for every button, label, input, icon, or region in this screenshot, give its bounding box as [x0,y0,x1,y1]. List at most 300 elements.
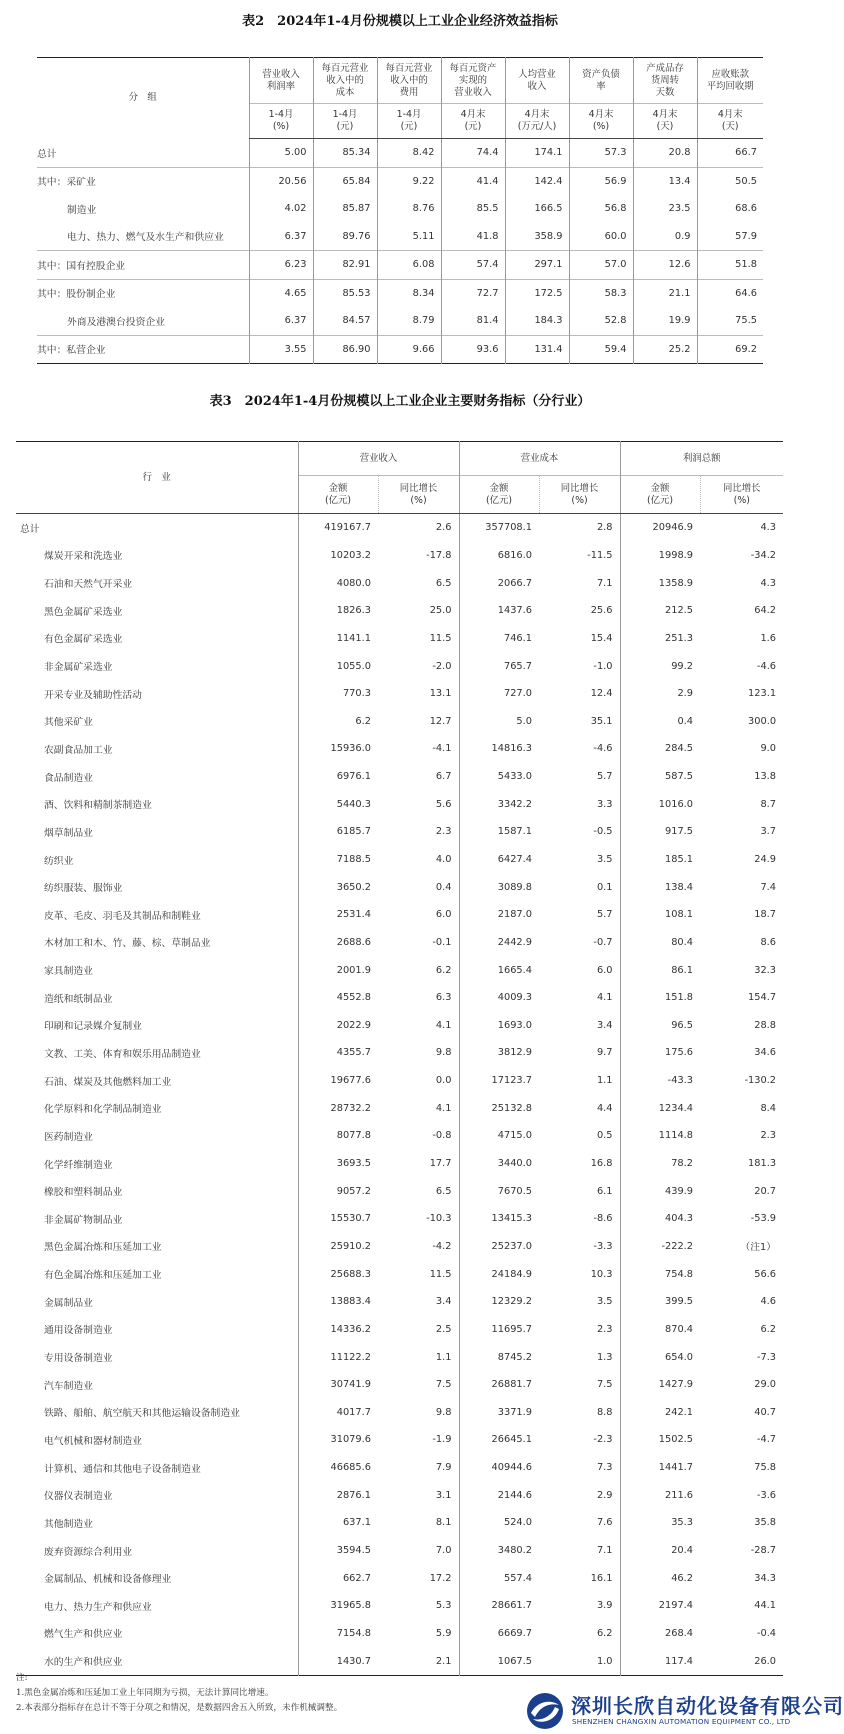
table-cell: 25237.0 [459,1233,539,1261]
table-cell: 297.1 [505,251,569,280]
table-cell: 30741.9 [298,1371,378,1399]
table-cell: 20.4 [620,1537,700,1565]
table-cell: 1.0 [596,1655,613,1667]
table-cell: 6.5 [435,1185,452,1197]
table-cell: 11695.7 [459,1316,539,1344]
row-label: 专用设备制造业 [44,1353,113,1365]
table-cell: 754.8 [620,1260,700,1288]
table-cell: 3.4 [596,1019,613,1031]
table-cell: 1437.6 [459,597,539,625]
table-row [16,1592,783,1620]
row-label: 其中：采矿业 [37,167,249,195]
table-cell: 13415.3 [459,1205,539,1233]
table-row [16,790,783,818]
table-cell: 142.4 [505,167,569,195]
table-cell: 40.7 [754,1406,777,1418]
table-row [16,1150,783,1178]
table-cell: 26645.1 [459,1426,539,1454]
table-cell: 16.1 [590,1572,613,1584]
table3-amount-header: 金额 (亿元) [620,476,700,514]
row-label: 总计 [20,523,40,535]
table-cell: 1587.1 [459,818,539,846]
table-cell: 4.02 [249,195,313,223]
table-row [16,1316,783,1344]
row-label: 烟草制品业 [44,827,93,839]
table-cell: 1693.0 [459,1012,539,1040]
row-label: 金属制品、机械和设备修理业 [44,1574,172,1586]
table-cell: 1016.0 [620,790,700,818]
table-cell: 8.79 [377,307,441,335]
table-cell: 66.7 [697,139,763,168]
table-cell: 2001.9 [298,956,378,984]
table-cell: 765.7 [459,652,539,680]
table-cell: 1055.0 [298,652,378,680]
table-cell: 439.9 [620,1177,700,1205]
table-cell: 2442.9 [459,929,539,957]
table-cell: -3.3 [593,1240,613,1252]
table-cell: 5.6 [435,798,452,810]
table3-group-header: 营业成本 [459,442,620,476]
row-label: 总计 [37,148,57,160]
table-cell: 746.1 [459,625,539,653]
row-label: 化学纤维制造业 [44,1159,113,1171]
table-cell: 0.1 [596,881,613,893]
table-cell: 1.6 [760,632,777,644]
table-cell: 8.6 [760,936,777,948]
table-cell: 14336.2 [298,1316,378,1344]
table-cell: 166.5 [505,195,569,223]
table-cell: 2531.4 [298,901,378,929]
table-cell: 6976.1 [298,763,378,791]
table-cell: 57.9 [697,223,763,251]
table-cell: 2187.0 [459,901,539,929]
table-cell: 587.5 [620,763,700,791]
row-label: 金属制品业 [44,1297,93,1309]
table-cell: 1114.8 [620,1122,700,1150]
table-cell: -222.2 [620,1233,700,1261]
table-cell: 4009.3 [459,984,539,1012]
table-cell: 654.0 [620,1343,700,1371]
table2-title: 表2 2024年1-4月份规模以上工业企业经济效益指标 [242,14,558,29]
table-cell: 44.1 [754,1600,777,1612]
table-cell: 65.84 [313,167,377,195]
table-cell: 4355.7 [298,1039,378,1067]
row-label: 印刷和记录媒介复制业 [44,1021,142,1033]
table-cell: 358.9 [505,223,569,251]
table-cell: 0.5 [596,1130,613,1142]
table-cell: 25132.8 [459,1094,539,1122]
table-cell: -4.2 [432,1240,452,1252]
row-label: 家具制造业 [44,966,93,978]
table-cell: 3440.0 [459,1150,539,1178]
table-cell: 20.7 [754,1185,777,1197]
table-row [16,1039,783,1067]
table2-column-header: 每百元营业 收入中的 成本 [313,58,377,104]
table-cell: 6.37 [249,223,313,251]
table3-amount-header: 金额 (亿元) [298,476,378,514]
row-label: 皮革、毛皮、羽毛及其制品和制鞋业 [44,910,201,922]
table-cell: 26881.7 [459,1371,539,1399]
table-cell: 13.1 [429,688,452,700]
table-cell: 154.7 [748,992,777,1004]
row-label: 其中：私营企业 [37,335,249,364]
table-cell: 28661.7 [459,1592,539,1620]
table-row [16,1564,783,1592]
table-row [37,251,763,280]
table-cell: 20946.9 [620,514,700,542]
table-cell: -11.5 [587,549,613,561]
table-cell: 64.6 [697,279,763,307]
table-cell: 19677.6 [298,1067,378,1095]
table-cell: 8.42 [377,139,441,168]
table-cell: 6.2 [298,707,378,735]
table-cell: 3650.2 [298,873,378,901]
table-cell: 56.6 [754,1268,777,1280]
table-cell: 69.2 [697,335,763,364]
table-cell: 34.3 [754,1572,777,1584]
company-logo [525,1687,844,1734]
table-cell: 46.2 [620,1564,700,1592]
table-cell: 242.1 [620,1399,700,1427]
table-cell: 6.3 [435,992,452,1004]
table2-column-period: 4月末 (天) [697,104,763,139]
table-cell: 184.3 [505,307,569,335]
table-cell: -4.1 [432,743,452,755]
table-cell: 8.4 [760,1102,777,1114]
table-cell: 1.1 [596,1075,613,1087]
table-row [16,1233,783,1261]
table-cell: 7.3 [596,1462,613,1474]
table3-title: 表3 2024年1-4月份规模以上工业企业主要财务指标（分行业） [209,394,591,409]
row-label: 电力、热力生产和供应业 [44,1601,152,1613]
table-cell: 20.8 [633,139,697,168]
table-cell: 4.6 [760,1296,777,1308]
table-cell: -10.3 [426,1213,452,1225]
table-cell: 0.4 [620,707,700,735]
row-label: 外商及港澳台投资企业 [67,316,165,328]
table2-column-header: 产成品存 货周转 天数 [633,58,697,104]
table-cell: 57.3 [569,139,633,168]
table-cell: -17.8 [426,549,452,561]
table-row [16,956,783,984]
table-cell: -1.9 [432,1434,452,1446]
table-cell: 3812.9 [459,1039,539,1067]
table-cell: -1.0 [593,660,613,672]
table-row [37,139,763,168]
table-cell: 85.53 [313,279,377,307]
table-cell: 131.4 [505,335,569,364]
table-row [16,1288,783,1316]
table-cell: 6669.7 [459,1620,539,1648]
table-cell: 6185.7 [298,818,378,846]
table-row [16,735,783,763]
table-row [16,763,783,791]
table-cell: 6.0 [596,964,613,976]
table-cell: 419167.7 [298,514,378,542]
table-cell: 9.22 [377,167,441,195]
table-cell: 12.6 [633,251,697,280]
table-cell: 7154.8 [298,1620,378,1648]
table-cell: 4.65 [249,279,313,307]
table-cell: 25688.3 [298,1260,378,1288]
table-cell: 7188.5 [298,846,378,874]
table-row [16,1260,783,1288]
table-cell: 32.3 [754,964,777,976]
table-cell: 5440.3 [298,790,378,818]
table-row [16,707,783,735]
table-cell: 0.4 [435,881,452,893]
table-cell: 11.5 [429,632,452,644]
row-label: 非金属矿物制品业 [44,1214,123,1226]
table-cell: 17123.7 [459,1067,539,1095]
table-cell: 5.7 [596,909,613,921]
row-label: 燃气生产和供应业 [44,1629,123,1641]
table-cell: 16.8 [590,1158,613,1170]
table-cell: 4552.8 [298,984,378,1012]
table-cell: 172.5 [505,279,569,307]
table-cell: 58.3 [569,279,633,307]
row-label: 有色金属冶炼和压延加工业 [44,1270,162,1282]
table-cell: 7.1 [596,577,613,589]
table-cell: 28732.2 [298,1094,378,1122]
row-label: 酒、饮料和精制茶制造业 [44,800,152,812]
table-cell: 181.3 [748,1158,777,1170]
table-cell: 284.5 [620,735,700,763]
table-cell: 34.6 [754,1047,777,1059]
table-cell: -28.7 [750,1545,777,1557]
table-cell: 4.1 [435,1019,452,1031]
table2-column-period: 4月末 (元) [441,104,505,139]
table-cell: 72.7 [441,279,505,307]
table2-column-period: 1-4月 (元) [377,104,441,139]
table-cell: 2.3 [435,826,452,838]
table-row [16,542,783,570]
table-cell: 662.7 [298,1564,378,1592]
table-cell: 2688.6 [298,929,378,957]
table-cell: 4080.0 [298,569,378,597]
table-row [16,597,783,625]
table-cell: 57.0 [569,251,633,280]
table-row [16,1399,783,1427]
table-cell: 31079.6 [298,1426,378,1454]
table2-group-header: 分 组 [128,92,157,104]
table-cell: 1.3 [596,1351,613,1363]
table-cell: 8.7 [760,798,777,810]
table-cell: 6.1 [596,1185,613,1197]
table-cell: 50.5 [697,167,763,195]
table-cell: （注1） [740,1242,777,1254]
table-cell: 10.3 [590,1268,613,1280]
table-cell: 6.2 [596,1627,613,1639]
table-cell: 25.0 [429,605,452,617]
table-cell: 4715.0 [459,1122,539,1150]
table-cell: 870.4 [620,1316,700,1344]
table-cell: 80.4 [620,929,700,957]
table-cell: 1358.9 [620,569,700,597]
table-cell: 917.5 [620,818,700,846]
table-cell: 5.11 [377,223,441,251]
company-name-cn: 深圳长欣自动化设备有限公司 [571,1694,844,1718]
table-cell: 41.8 [441,223,505,251]
row-label: 其他制造业 [44,1518,93,1530]
table-cell: 9057.2 [298,1177,378,1205]
row-label: 电力、热力、燃气及水生产和供应业 [67,232,224,244]
footnotes-heading: 注: [16,1673,28,1683]
table-cell: 3.3 [596,798,613,810]
table-cell: 6.23 [249,251,313,280]
row-label: 有色金属矿采选业 [44,634,123,646]
row-label: 医药制造业 [44,1131,93,1143]
table2-column-period: 4月末 (天) [633,104,697,139]
table-cell: 637.1 [298,1509,378,1537]
table-cell: 123.1 [748,688,777,700]
table-row [37,307,763,335]
table3-group-header: 营业收入 [298,442,459,476]
table-cell: 28.8 [754,1019,777,1031]
row-label: 煤炭开采和洗选业 [44,551,123,563]
table2-column-header: 应收账款 平均回收期 [697,58,763,104]
table-cell: 9.7 [596,1047,613,1059]
table-cell: 15530.7 [298,1205,378,1233]
table-cell: 82.91 [313,251,377,280]
row-label: 铁路、船舶、航空航天和其他运输设备制造业 [44,1408,240,1420]
table-cell: 35.1 [590,715,613,727]
table3-industry-header: 行 业 [16,442,298,514]
table-cell: 17.2 [429,1572,452,1584]
row-label: 其中：股份制企业 [37,279,249,307]
table-cell: 24184.9 [459,1260,539,1288]
table-cell: -34.2 [750,549,777,561]
table-cell: 51.8 [697,251,763,280]
table-cell: 86.90 [313,335,377,364]
table-cell: 4.4 [596,1102,613,1114]
table-cell: 7.0 [435,1545,452,1557]
table-cell: 770.3 [298,680,378,708]
table-cell: 399.5 [620,1288,700,1316]
table-cell: 1502.5 [620,1426,700,1454]
table-cell: 0.9 [633,223,697,251]
table-cell: 12.7 [429,715,452,727]
table-cell: 26.0 [754,1655,777,1667]
table-cell: 4.3 [760,577,777,589]
table-cell: 3371.9 [459,1399,539,1427]
table2-column-period: 1-4月 (元) [313,104,377,139]
table-cell: 6.37 [249,307,313,335]
table-cell: 524.0 [459,1509,539,1537]
table-cell: 31965.8 [298,1592,378,1620]
table-cell: 2066.7 [459,569,539,597]
table-cell: 15.4 [590,632,613,644]
table-row [16,1067,783,1095]
table-cell: 96.5 [620,1012,700,1040]
table-cell: 81.4 [441,307,505,335]
table3-group-header: 利润总额 [620,442,783,476]
table-cell: 3.9 [596,1600,613,1612]
table-row [16,929,783,957]
table-cell: 18.7 [754,909,777,921]
company-logo-icon [525,1691,565,1731]
table-row [16,1177,783,1205]
row-label: 纺织服装、服饰业 [44,883,123,895]
table-row [16,1205,783,1233]
table-cell: 23.5 [633,195,697,223]
table-cell: 1067.5 [459,1647,539,1675]
table-cell: 2197.4 [620,1592,700,1620]
table-cell: 6.2 [435,964,452,976]
table-cell: 7.4 [760,881,777,893]
table-cell: 3.7 [760,826,777,838]
table-cell: 6.08 [377,251,441,280]
row-label: 电气机械和器材制造业 [44,1435,142,1447]
table-cell: 13.4 [633,167,697,195]
table-cell: 5.9 [435,1627,452,1639]
table-cell: 8077.8 [298,1122,378,1150]
table-cell: 185.1 [620,846,700,874]
table-cell: 25910.2 [298,1233,378,1261]
table-cell: 3.5 [596,1296,613,1308]
table-cell: -4.7 [756,1434,777,1446]
row-label: 计算机、通信和其他电子设备制造业 [44,1463,201,1475]
table-cell: 56.9 [569,167,633,195]
table-cell: 40944.6 [459,1454,539,1482]
table-cell: 117.4 [620,1647,700,1675]
table2-column-header: 每百元营业 收入中的 费用 [377,58,441,104]
table-cell: 3089.8 [459,873,539,901]
table-cell: 6427.4 [459,846,539,874]
table-cell: 175.6 [620,1039,700,1067]
table3-growth-header: 同比增长 (%) [700,476,783,514]
table3-growth-header: 同比增长 (%) [539,476,620,514]
table-cell: 56.8 [569,195,633,223]
table-cell: 2.9 [596,1489,613,1501]
table-cell: 1.1 [435,1351,452,1363]
row-label: 橡胶和塑料制品业 [44,1187,123,1199]
table-row [37,335,763,364]
table-cell: 1430.7 [298,1647,378,1675]
table-cell: 13.8 [754,771,777,783]
table-row [16,1343,783,1371]
table2-column-header: 每百元资产 实现的 营业收入 [441,58,505,104]
table-cell: 60.0 [569,223,633,251]
table-cell: 5.00 [249,139,313,168]
table-row [16,1094,783,1122]
table-cell: 9.8 [435,1406,452,1418]
table-cell: 1141.1 [298,625,378,653]
table-cell: 1234.4 [620,1094,700,1122]
row-label: 黑色金属矿采选业 [44,606,123,618]
table-cell: 4.1 [596,992,613,1004]
table-cell: 9.8 [435,1047,452,1059]
table-cell: 2.3 [596,1323,613,1335]
table-row [16,625,783,653]
table-row [16,1426,783,1454]
table-cell: 7.5 [435,1379,452,1391]
table-cell: 59.4 [569,335,633,364]
table-row [37,195,763,223]
row-label: 其他采矿业 [44,717,93,729]
table-cell: 85.87 [313,195,377,223]
table-cell: 1826.3 [298,597,378,625]
table-cell: -53.9 [750,1213,777,1225]
table2-economic-benefit [37,57,763,364]
table-cell: -0.7 [593,936,613,948]
table-cell: 3342.2 [459,790,539,818]
table-cell: 357708.1 [459,514,539,542]
table-cell: 68.6 [697,195,763,223]
table-cell: 1427.9 [620,1371,700,1399]
table-cell: 3.5 [596,854,613,865]
row-label: 造纸和纸制品业 [44,993,113,1005]
